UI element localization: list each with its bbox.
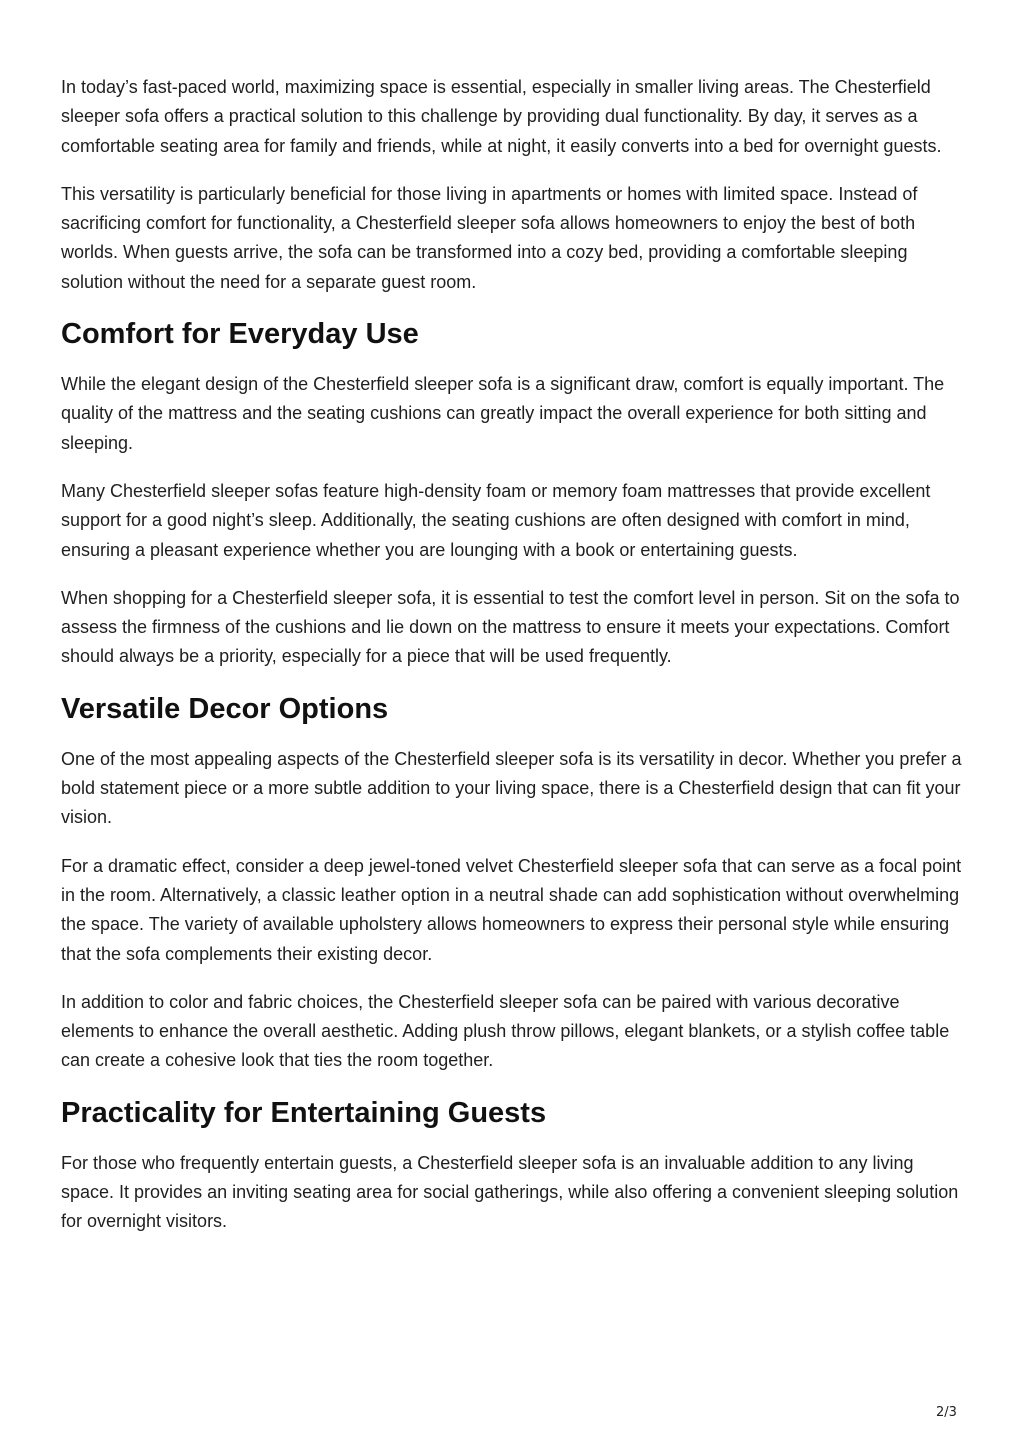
decor-paragraph-1: One of the most appealing aspects of the Chesterfield sleeper sofa is its versatility in decor. Whether you prefer a bold statement piece or a more subtle addition to your living space, there is a Chesterfield design that can fit your vision. (61, 748, 962, 828)
page-number: 2/3 (936, 1405, 957, 1420)
section-heading-comfort: Comfort for Everyday Use (61, 318, 419, 351)
decor-paragraph-3: In addition to color and fabric choices, the Chesterfield sleeper sofa can be paired with various decorative elements to enhance the overall aesthetic. Adding plush throw pillows, elegant blankets, or a stylish coffee table can create a cohesive look that ties the room together. (61, 991, 950, 1071)
comfort-paragraph-2: Many Chesterfield sleeper sofas feature high-density foam or memory foam mattresses that provide excellent support for a good night’s sleep. Additionally, the seating cushions are often designed with comfort in mind, ensuring a pleasant experience whether you are lounging with a book or entertaining guests. (61, 480, 931, 560)
intro-paragraph-2: This versatility is particularly beneficial for those living in apartments or homes with limited space. Instead of sacrificing comfort for functionality, a Chesterfield sleeper sofa allows homeowners to enjoy the best of both worlds. When guests arrive, the sofa can be transformed into a cozy bed, providing a comfortable sleeping solution without the need for a separate guest room. (61, 183, 918, 292)
comfort-paragraph-3: When shopping for a Chesterfield sleeper sofa, it is essential to test the comfort level in person. Sit on the sofa to assess the firmness of the cushions and lie down on the mattress to ensure it meets your expectations. Comfort should always be a priority, especially for a piece that will be used frequently. (61, 587, 960, 667)
decor-paragraph-2: For a dramatic effect, consider a deep jewel-toned velvet Chesterfield sleeper sofa that can serve as a focal point in the room. Alternatively, a classic leather option in a neutral shade can add sophistication without overwhelming the space. The variety of available upholstery allows homeowners to express their personal style while ensuring that the sofa complements their existing decor. (61, 855, 962, 964)
entertaining-paragraph-1: For those who frequently entertain guests, a Chesterfield sleeper sofa is an invaluable addition to any living space. It provides an inviting seating area for social gatherings, while also offering a convenient sleeping solution for overnight visitors. (61, 1152, 959, 1232)
document-body (61, 73, 971, 1256)
section-heading-decor: Versatile Decor Options (61, 692, 389, 725)
intro-paragraph-1: In today’s fast-paced world, maximizing space is essential, especially in smaller living areas. The Chesterfield sleeper sofa offers a practical solution to this challenge by providing dual functionality. By day, it serves as a comfortable seating area for family and friends, while at night, it easily converts into a bed for overnight guests. (61, 77, 942, 156)
section-heading-entertaining: Practicality for Entertaining Guests (61, 1096, 547, 1129)
comfort-paragraph-1: While the elegant design of the Chesterfield sleeper sofa is a significant draw, comfort is equally important. The quality of the mattress and the seating cushions can greatly impact the overall experience for both sitting and sleeping. (61, 374, 945, 453)
